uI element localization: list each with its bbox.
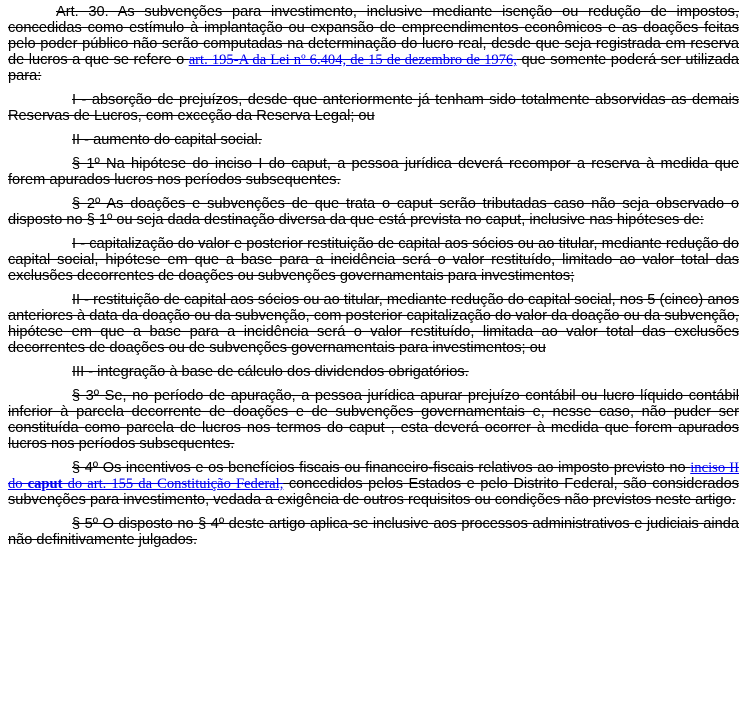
- paragraph-3: § 3º Se, no período de apuração, a pessoa jurídica apurar prejuízo contábil ou lucro líquido contábil inferior à parcela decorrente de doações e de subvenções governamentais e, nesse caso, não puder ser constituída como parcela de lucros nos termos do caput , esta deverá ocorrer à medida que forem apurados lucros nos períodos subsequentes.: [8, 388, 739, 452]
- link-part-caput: caput: [27, 476, 63, 492]
- article-30-caput: [8, 4, 739, 84]
- paragraph-4-text: § 4º Os incentivos e os benefícios fiscais ou financeiro-fiscais relativos ao imposto previsto no: [72, 460, 691, 476]
- inciso-ii: II - aumento do capital social.: [72, 132, 262, 148]
- paragraph-1: § 1º Na hipótese do inciso I do caput, a pessoa jurídica deverá recompor a reserva à medida que forem apurados lucros nos períodos subsequentes.: [8, 156, 739, 188]
- article-30-text: Art. 30. As subvenções para investimento, inclusive mediante isenção ou redução de impostos, concedidas como estímulo à implantação ou expansão de empreendimentos econômicos e as doações feitas pelo poder público não serão computadas na determinação do lucro real, desde que seja registrada em reserva de lucros a que se refere o: [8, 4, 739, 68]
- link-part-artigo: do art. 155 da Constituição Federal,: [62, 476, 284, 492]
- paragraph-2-inciso-i: I - capitalização do valor e posterior restituição de capital aos sócios ou ao titular, mediante redução do capital social, hipótese em que a base para a incidência será o valor restituído, limitado ao valor total das exclusões decorrentes de doações ou subvenções governamentais para investimentos;: [8, 236, 739, 284]
- paragraph-4-tail: concedidos pelos Estados e pelo Distrito Federal, são considerados subvenções para investimento, vedada a exigência de outros requisitos ou condições não previstos neste artigo.: [8, 476, 739, 508]
- paragraph-2: § 2º As doações e subvenções de que trata o caput serão tributadas caso não seja observado o disposto no § 1º ou seja dada destinação diversa da que está prevista no caput, inclusive nas hipóteses de:: [8, 196, 739, 228]
- article-30-tail: que somente poderá ser utilizada para:: [8, 52, 739, 84]
- legal-document: [8, 4, 739, 556]
- inciso-i: I - absorção de prejuízos, desde que anteriormente já tenham sido totalmente absorvidas as demais Reservas de Lucros, com exceção da Reserva Legal; ou: [8, 92, 739, 124]
- lei-6404-link[interactable]: art. 195-A da Lei nº 6.404, de 15 de dezembro de 1976,: [188, 52, 517, 68]
- paragraph-2-inciso-iii: III - integração à base de cálculo dos dividendos obrigatórios.: [72, 364, 469, 380]
- link-part-inciso: inciso II do: [8, 460, 739, 492]
- paragraph-4: [8, 460, 739, 508]
- paragraph-2-inciso-ii: II - restituição de capital aos sócios ou ao titular, mediante redução do capital social, nos 5 (cinco) anos anteriores à data da doação ou da subvenção, com posterior capitalização do valor da doação ou da subvenção, hipótese em que a base para a incidência será o valor restituído, limitada ao valor total das exclusões decorrentes de doações ou de subvenções governamentais para investimentos; ou: [8, 292, 739, 356]
- paragraph-5: § 5º O disposto no § 4º deste artigo aplica-se inclusive aos processos administrativos e judiciais ainda não definitivamente julgados.: [8, 516, 739, 548]
